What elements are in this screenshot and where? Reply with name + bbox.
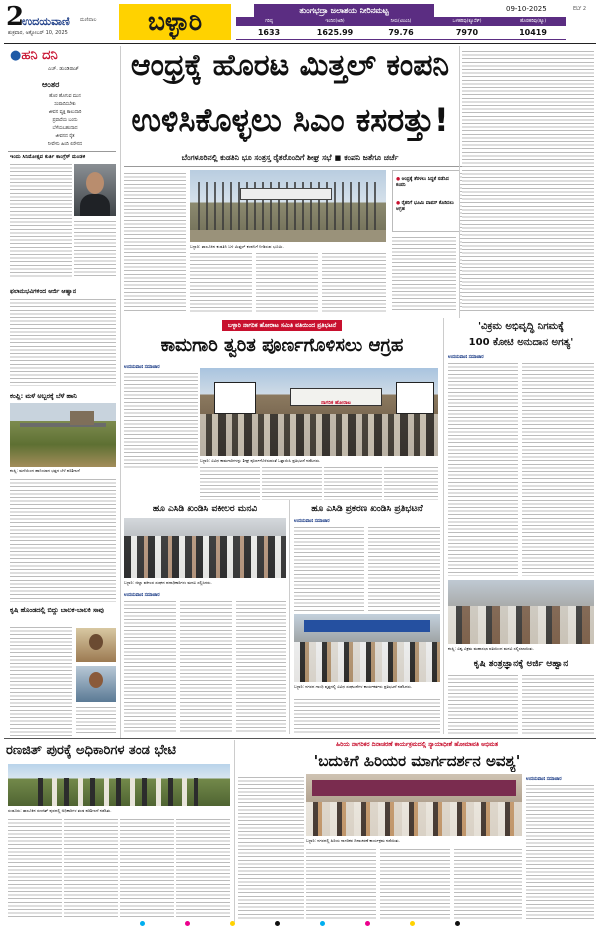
city-name: ಬಳ್ಳಾರಿ — [147, 7, 203, 36]
protest2-body-2 — [368, 526, 440, 612]
elders-kicker: ಹಿರಿಯ ನಾಗರಿಕರ ದಿನಾಚರಣೆ ಕಾರ್ಯಕ್ರಮದಲ್ಲಿ ನ್ಯಾಯಾಧೀಶೆ ಹೋಮಾವತಿ ಅಭಿಮತ — [335, 741, 499, 748]
lead-headline-2: ಉಳಿಸಿಕೊಳ್ಳಲು ಸಿಎಂ ಕಸರತ್ತು! — [131, 101, 449, 139]
reg-dot-icon — [185, 921, 190, 926]
lead-body-col-5 — [392, 236, 456, 312]
pocso-headline: ಹೂ ಎಸಿಡಿ ಖಂಡಿಸಿ ವಕೀಲರ ಮನವಿ — [152, 504, 258, 514]
elders-body-5 — [526, 784, 594, 920]
elders-body-4 — [454, 848, 522, 920]
drop-icon: ● — [10, 48, 22, 63]
protest2-headline: ಹೂ ಎಸಿಡಿ ಪ್ರಕರಣ ಖಂಡಿಸಿ ಪ್ರತಿಭಟನೆ — [311, 504, 423, 514]
works-banner-text: ನಾಗರಿಕ ಹೋರಾಟ — [321, 400, 351, 406]
bullet-icon: ● — [396, 201, 402, 206]
dam-header-max: ಗರಿಷ್ಠ — [265, 19, 273, 24]
lead-body-col-1 — [124, 172, 186, 312]
dam-value-water: 79.76 — [388, 28, 414, 37]
works-byline: ಉದಯವಾಣಿ ಸಮಾಚಾರ — [124, 365, 160, 370]
honey-poem — [30, 93, 100, 149]
works-body-4 — [324, 466, 382, 500]
protest2-photo — [294, 614, 440, 682]
square-bullet-icon: ■ — [334, 153, 342, 162]
works-photo — [200, 368, 438, 456]
pocso-body-1 — [124, 600, 176, 734]
honey-author: ಎಚ್. ಡುಂಡಿರಾಜ್ — [48, 66, 79, 72]
protest2-byline: ಉದಯವಾಣಿ ಸಮಾಚಾರ — [294, 519, 330, 524]
left-story-4-head: ಕೃಷಿ ಹೊಂಡದಲ್ಲಿ ಬಿದ್ದು ಬಾಲಕ-ಬಾಲಕಿ ಸಾವು — [10, 606, 104, 614]
protest2-caption: ಬಳ್ಳಾರಿ: ನಗರದ ಗಾಂಧಿ ವೃತ್ತದಲ್ಲಿ ವಿವಿಧ ಸಂಘಟನೆಗಳ ಕಾರ್ಯಕರ್ತರು ಪ್ರತಿಭಟನೆ ನಡೆಸಿದರು. — [294, 684, 413, 689]
lead-subhead-2: ಕಂಪನಿ ಜತೆಗೂ ಚರ್ಚೆ — [344, 152, 399, 162]
crop-damage-photo — [10, 403, 116, 467]
column-rule-right — [459, 46, 460, 318]
left-story-4-body-b — [76, 706, 116, 736]
lead-photo-caption: ಬಳ್ಳಾರಿ: ತಾಲೂಕಿನ ಕುಡತಿನಿ ಬಳಿ ಮಿತ್ತಲ್ ಕಂಪನಿಗೆ ನೀಡಿರುವ ಭೂಮಿ. — [190, 244, 284, 249]
works-kicker — [124, 320, 440, 331]
reg-dot-icon — [230, 921, 235, 926]
honey-logo-text: ಹನಿ ದನಿ — [21, 48, 58, 63]
ranji-photo — [8, 764, 230, 806]
lead-subhead-bar — [124, 150, 456, 165]
reg-dot-icon — [410, 921, 415, 926]
elders-body-3 — [380, 848, 450, 920]
poem-line: ಹೊರ ಹೊಗುವ ಮುನ — [49, 94, 81, 99]
dam-title: ತುಂಗಭದ್ರಾ ಜಲಾಶಯ ನೀರಿನಮಟ್ಟ — [254, 4, 434, 17]
works-caption: ಬಳ್ಳಾರಿ: ವಿವಿಧ ಕಾಮಗಾರಿಗಳನ್ನು ಶೀಘ್ರ ಪೂರ್ಣಗೊಳಿಸುವಂತೆ ಒತ್ತಾಯಿಸಿ ಪ್ರತಿಭಟನೆ ನಡೆಸಿದರು. — [200, 458, 321, 463]
left-story-2-body — [10, 298, 116, 386]
left-story-1-body-b — [74, 220, 116, 278]
ranji-body-3 — [120, 818, 174, 920]
elders-caption: ಬಳ್ಳಾರಿ: ನಗರದಲ್ಲಿ ಹಿರಿಯ ನಾಗರಿಕರ ದಿನಾಚರಣೆ ಕಾರ್ಯಕ್ರಮ ನಡೆಯಿತು. — [306, 838, 400, 843]
column-rule-left — [120, 46, 121, 738]
reg-dot-icon — [455, 921, 460, 926]
left-story-4-body — [10, 626, 72, 736]
works-headline: ಕಾಮಗಾರಿ ತ್ವರಿತ ಪೂರ್ಣಗೊಳಿಸಲು ಆಗ್ರಹ — [160, 335, 404, 356]
right-col-body — [462, 50, 594, 312]
honey-heading: ಆಂತರ — [42, 80, 60, 89]
dam-header-outflow: ಹೊರಹರಿವು(ಕ್ಯೂ) — [519, 19, 547, 24]
lead-bullets-box — [392, 170, 460, 232]
column-rule-mid — [289, 500, 290, 734]
dam-value-outflow: 10419 — [519, 28, 547, 37]
ranji-body-1 — [8, 818, 62, 920]
left-story-1-head: ಇಂದು ಸಿನಿಮೋತ್ಸವ ಕುರ್ತಿ ಕಾಂಗ್ರೆಸ್ ಮಂಡಳಿ — [10, 154, 86, 160]
child-photo-2 — [76, 666, 116, 702]
krishi-body-1 — [448, 674, 518, 736]
reg-dot-icon — [365, 921, 370, 926]
poem-line: ಸಂಪಾದಿಸಬೇಕು — [54, 102, 76, 107]
honey-logo — [10, 48, 58, 63]
pocso-byline: ಉದಯವಾಣಿ ಸಮಾಚಾರ — [124, 593, 160, 598]
dam-values-row — [236, 26, 566, 40]
dam-value-level: 1625.99 — [316, 28, 354, 37]
elders-body-2 — [306, 848, 376, 920]
column-rule-right-2 — [443, 318, 444, 734]
registration-marks — [140, 921, 460, 927]
lead-bullet-2-text: ರೈತರಿಗೆ ಭೂಮಿ ವಾಪಸ್ ಕೊಡಿಸಲು ಆಗ್ರಹ — [396, 201, 454, 212]
ranji-body-4 — [176, 818, 230, 920]
left-story-3-head: ಕಂಪ್ಲಿ: ಮಳೆ ಅಬ್ಬರಕ್ಕೆ ಬೆಳೆ ಹಾನಿ — [10, 392, 77, 400]
works-body-5 — [384, 466, 438, 500]
dam-widget — [236, 4, 566, 40]
dam-header-level: ಇಂದಿನ(ಅಡಿ) — [325, 19, 345, 24]
elders-headline: 'ಬದುಕಿಗೆ ಹಿರಿಯರ ಮಾರ್ಗದರ್ಶನ ಅವಶ್ಯ' — [313, 752, 521, 770]
poem-line: ಜೀವನದ ರೈತ — [55, 134, 75, 139]
reg-dot-icon — [140, 921, 145, 926]
ranji-caption: ಸಂಡೂರು: ತಾಲೂಕಿನ ರಣಜಿತ್ ಪುರದಲ್ಲಿ ಅಧಿಕಾರಿಗಳ ತಂಡ ಪರಿಶೀಲನೆ ನಡೆಸಿತು. — [8, 808, 112, 813]
column-rule-bottom — [234, 740, 235, 922]
works-body-2 — [200, 466, 260, 500]
ranji-body-2 — [64, 818, 118, 920]
dam-header-water: ನೀರು(ಟಿಎಂಸಿ) — [390, 19, 412, 24]
vikram-caption: ಕಂಪ್ಲಿ: ವಿಶ್ವ ವಿಕ್ರಮ ಮಹಾಸಭಾ ವತಿಯಿಂದ ಮನವಿ ಸಲ್ಲಿಸಲಾಯಿತು. — [448, 646, 534, 651]
paper-name: ಉದಯವಾಣಿ — [22, 15, 70, 28]
poem-line: ಜೀವನ ವ್ಯಕ್ತಿ ಕಾಲುದಾರಿ — [48, 110, 82, 115]
left-story-3-body — [10, 478, 116, 602]
lead-bullet-2 — [396, 201, 456, 213]
vikram-headline-2: 100 ಕೋಟಿ ಅನುದಾನ ಅಗತ್ಯ' — [468, 337, 574, 348]
pocso-photo — [124, 518, 286, 578]
left-story-3-caption: ಕಂಪ್ಲಿ: ಮಳೆಯಿಂದ ಹಾನಿಯಾದ ಭತ್ತದ ಬೆಳೆ ಪರಿಶೀಲನೆ — [10, 468, 80, 473]
paper-sub: ಮಣಿಪಾಲ — [80, 17, 97, 23]
lead-headline-1: ಆಂಧ್ರಕ್ಕೆ ಹೊರಟ ಮಿತ್ತಲ್ ಕಂಪನಿ — [130, 48, 450, 83]
works-kicker-text: ಬಳ್ಳಾರಿ ನಾಗರಿಕ ಹೋರಾಟ ಸಮಿತಿ ವತಿಯಿಂದ ಪ್ರತಿಭಟನೆ — [222, 320, 342, 331]
works-body-1 — [124, 372, 198, 468]
vikram-byline: ಉದಯವಾಣಿ ಸಮಾಚಾರ — [448, 355, 484, 360]
lower-rule — [4, 738, 596, 739]
lead-bullet-1 — [396, 177, 456, 189]
elders-photo — [306, 774, 522, 836]
lead-body-col-4 — [322, 252, 386, 312]
protest2-body-3 — [294, 698, 440, 734]
vikram-body-1 — [448, 362, 518, 576]
pocso-body-3 — [236, 600, 286, 734]
dam-value-inflow: 7970 — [455, 28, 479, 37]
dam-value-max: 1633 — [257, 28, 281, 37]
poem-line: ನೀವೇನು ಹಿಂದಿ ಲಿರೇನದ — [47, 142, 83, 147]
reg-dot-icon — [320, 921, 325, 926]
pocso-body-2 — [180, 600, 232, 734]
dam-header-inflow: ಒಳಹರಿವು(ಕ್ಯೂಸೆಕ್) — [452, 19, 482, 24]
portrait-photo — [74, 164, 116, 216]
krishi-headline: ಕೃಷಿ ತಂತ್ರಜ್ಞಾನಕ್ಕೆ ಅರ್ಜಿ ಆಹ್ವಾನ — [473, 659, 569, 669]
lead-subhead: ಬೆಂಗಳೂರಿನಲ್ಲಿ ಕುಡತಿನಿ ಭೂ ಸಂತ್ರಸ್ತ ರೈತರೊಂದಿಗೆ ಶೀಘ್ರ ಸಭೆ — [181, 152, 332, 162]
poem-line: ಪ್ರವಾಸೆಯ ಬಂದು — [52, 118, 78, 123]
city-banner — [119, 4, 231, 40]
edition-tag: ELY 2 — [573, 6, 587, 12]
child-photo-1 — [76, 628, 116, 662]
poem-line: ಬೆಳೆಯಬಹುದಾದ — [52, 126, 78, 131]
works-body-3 — [262, 466, 322, 500]
bullet-icon: ● — [396, 177, 402, 182]
vikram-headline-1: 'ವಿಕ್ರಮ ಅಭಿವೃದ್ಧಿ ನಿಗಮಕ್ಕೆ — [477, 321, 565, 332]
works-photo-banner — [290, 388, 382, 406]
elders-byline: ಉದಯವಾಣಿ ಸಮಾಚಾರ — [526, 777, 562, 782]
lead-bullet-1-text: ಆಂಧ್ರಕ್ಕೆ ತೆರಳಲು ಸಿದ್ಧತೆ ನಡೆಸಿದ ಕಂಪನಿ — [396, 177, 449, 188]
dam-header-row — [236, 17, 566, 26]
masthead-rule — [4, 43, 596, 44]
protest2-body-1 — [294, 526, 364, 612]
lead-photo-gate — [190, 170, 386, 242]
left-rule-1 — [8, 151, 116, 152]
date-line: ಶುಕ್ರವಾರ, ಅಕ್ಟೋಬರ್ 10, 2025 — [8, 30, 68, 36]
pocso-caption: ಬಳ್ಳಾರಿ: ಜಿಲ್ಲಾ ವಕೀಲರ ಸಂಘದ ಪದಾಧಿಕಾರಿಗಳು ಮನವಿ ಸಲ್ಲಿಸಿದರು. — [124, 580, 212, 585]
page-number: 2 — [6, 2, 25, 32]
lead-body-col-2 — [190, 252, 252, 312]
vikram-body-2 — [522, 362, 594, 576]
left-story-1-body — [10, 163, 72, 278]
dam-date: 09-10-2025 — [506, 5, 547, 13]
ranji-headline: ರಣಜಿತ್ ಪುರಕ್ಕೆ ಅಧಿಕಾರಿಗಳ ತಂಡ ಭೇಟಿ — [6, 743, 177, 758]
lead-body-col-3 — [256, 252, 318, 312]
reg-dot-icon — [275, 921, 280, 926]
left-story-2-head: ಫಲಾನುಭವಿಗಳಿಂದ ಅರ್ಜಿ ಆಹ್ವಾನ — [10, 288, 77, 295]
krishi-body-2 — [522, 674, 594, 736]
elders-body-1 — [238, 776, 304, 920]
vikram-photo — [448, 580, 594, 644]
